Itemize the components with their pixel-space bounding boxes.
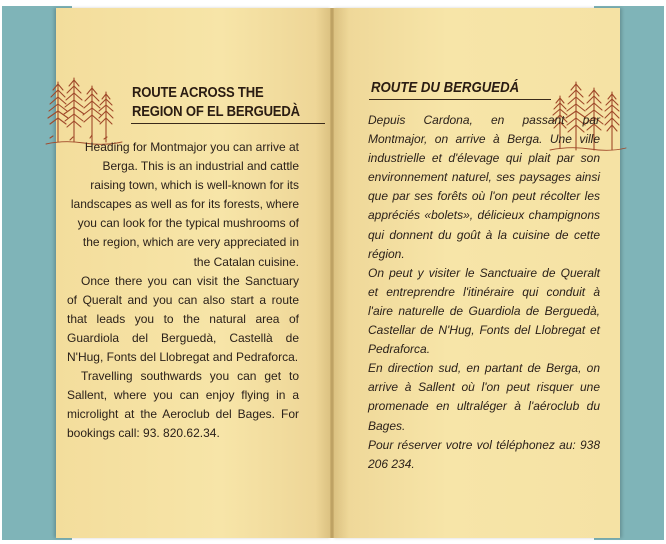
paragraph: Pour réserver votre vol téléphonez au: 938 206 234.: [368, 437, 600, 471]
title-underline-right: [369, 99, 551, 100]
paragraph: Heading for Montmajor you can arrive at Berga. This is an industrial and cattle raising town, which is well-known for its landscapes as well as for its forests, where you can look for the typical mushrooms of the region, which are very appreciated in the Catalan cuisine.: [70, 140, 299, 269]
title-underline-left: [131, 123, 325, 124]
body-text-english: [67, 138, 299, 444]
paragraph: Depuis Cardona, en passant par Montmajor, on arrive à Berga. Une ville industrielle et d'élevage qui plait par son environnement naturel, ses paysages ainsi que par ses forêts où l'on peut récolter les appréciés «bolets», délicieux champignons qui donnent du goût à la cuisine de cette région.: [368, 113, 600, 261]
page-gutter: [330, 8, 334, 538]
paragraph: On peut y visiter le Sanctuaire de Queralt et entreprendre l'itinéraire qui conduit à l'aire naturelle de Guardiola de Berguedà, Castellar de N'Hug, Fonts del Llobregat et Pedraforca.: [368, 265, 600, 357]
page-title-french: ROUTE DU BERGUEDÁ: [371, 79, 520, 96]
page-title-english: [132, 84, 312, 122]
title-line-1: ROUTE ACROSS THE: [132, 85, 264, 101]
body-text-french: [368, 111, 600, 474]
paragraph: Travelling southwards you can get to Sallent, where you can enjoy flying in a microlight at the Aeroclub del Bages. For bookings call: 93. 820.62.34.: [67, 369, 299, 441]
paragraph: En direction sud, en partant de Berga, on arrive à Sallent où l'on peut risquer une promenade en ultraléger à l'aéroclub du Bages.: [368, 361, 600, 433]
paragraph: Once there you can visit the Sanctuary of Queralt and you can also start a route that leads you to the natural area of Guardiola del Berguedà, Castellà de N'Hug, Fonts del Llobregat and Pedraforca.: [67, 273, 299, 365]
title-line-2: REGION OF EL BERGUEDÀ: [132, 104, 300, 120]
